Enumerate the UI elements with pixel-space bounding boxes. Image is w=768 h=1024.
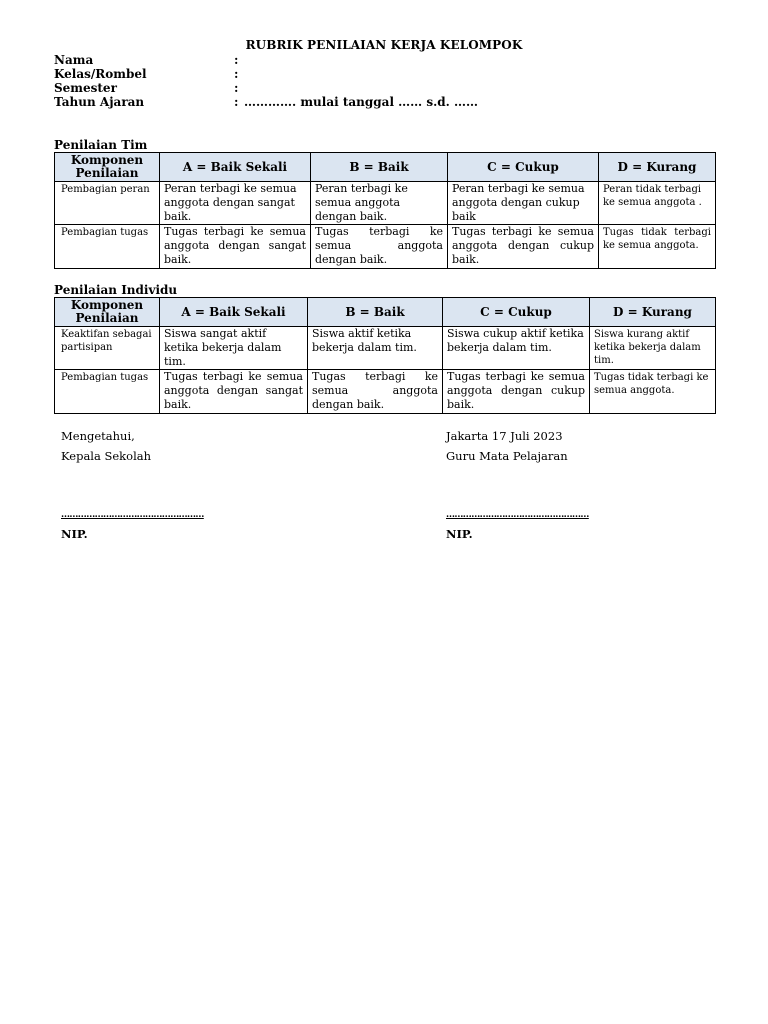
header-grade-a: A = Baik Sekali [160,298,308,327]
row-component: Pembagian peran [55,182,160,225]
cell-grade-c: Siswa cukup aktif ketika bekerja dalam tim. [443,327,590,370]
table-row [55,182,716,225]
cell-grade-a: Tugas terbagi ke semua anggota dengan sangat baik. [160,370,308,414]
cell-grade-b: Tugas terbagi ke semua anggota dengan baik. [311,225,448,269]
field-label: Tahun Ajaran [54,95,145,109]
document-title: RUBRIK PENILAIAN KERJA KELOMPOK [245,38,523,52]
sig-left-line2: Kepala Sekolah [61,449,152,463]
individual-rubric-table [54,297,716,414]
row-component: Keaktifan sebagai partisipan [55,327,160,370]
header-komponen: Komponen Penilaian [55,298,160,327]
cell-grade-c: Peran terbagi ke semua anggota dengan cukup baik [448,182,599,225]
row-component: Pembagian tugas [55,225,160,269]
cell-grade-b: Peran terbagi ke semua anggota dengan baik. [311,182,448,225]
cell-grade-c: Tugas terbagi ke semua anggota dengan cukup baik. [448,225,599,269]
field-colon: : [234,53,239,67]
row-component: Pembagian tugas [55,370,160,414]
individual-section-title: Penilaian Individu [54,283,178,297]
header-grade-a: A = Baik Sekali [160,153,311,182]
header-grade-b: B = Baik [308,298,443,327]
table-row [55,370,716,414]
field-label: Kelas/Rombel [54,67,147,81]
header-grade-c: C = Cukup [443,298,590,327]
sig-left-nip: NIP. [61,527,88,541]
table-header-row [55,298,716,327]
field-colon: : [234,95,239,109]
cell-grade-a: Siswa sangat aktif ketika bekerja dalam tim. [160,327,308,370]
header-grade-b: B = Baik [311,153,448,182]
field-colon: : [234,67,239,81]
header-komponen: Komponen Penilaian [55,153,160,182]
sig-right-line2: Guru Mata Pelajaran [446,449,568,463]
cell-grade-d: Tugas tidak terbagi ke semua anggota. [590,370,716,414]
cell-grade-a: Tugas terbagi ke semua anggota dengan sangat baik. [160,225,311,269]
team-rubric-table [54,152,716,269]
field-label: Nama [54,53,94,67]
field-colon: : [234,81,239,95]
sig-right-line1: Jakarta 17 Juli 2023 [446,429,563,443]
header-grade-d: D = Kurang [599,153,716,182]
cell-grade-b: Siswa aktif ketika bekerja dalam tim. [308,327,443,370]
cell-grade-d: Siswa kurang aktif ketika bekerja dalam tim. [590,327,716,370]
sig-right-nip: NIP. [446,527,473,541]
field-label: Semester [54,81,117,95]
table-header-row [55,153,716,182]
cell-grade-d: Peran tidak terbagi ke semua anggota . [599,182,716,225]
cell-grade-b: Tugas terbagi ke semua anggota dengan baik. [308,370,443,414]
table-row [55,225,716,269]
field-value: …………. mulai tanggal …… s.d. …… [244,95,479,109]
sig-left-line1: Mengetahui, [61,429,135,443]
table-row [55,327,716,370]
sig-left-dotted-line: …………………………………………… [61,510,204,520]
team-section-title: Penilaian Tim [54,138,148,152]
cell-grade-d: Tugas tidak terbagi ke semua anggota. [599,225,716,269]
header-grade-d: D = Kurang [590,298,716,327]
header-grade-c: C = Cukup [448,153,599,182]
sig-right-dotted-line: …………………………………………… [446,510,589,520]
cell-grade-a: Peran terbagi ke semua anggota dengan sangat baik. [160,182,311,225]
cell-grade-c: Tugas terbagi ke semua anggota dengan cukup baik. [443,370,590,414]
